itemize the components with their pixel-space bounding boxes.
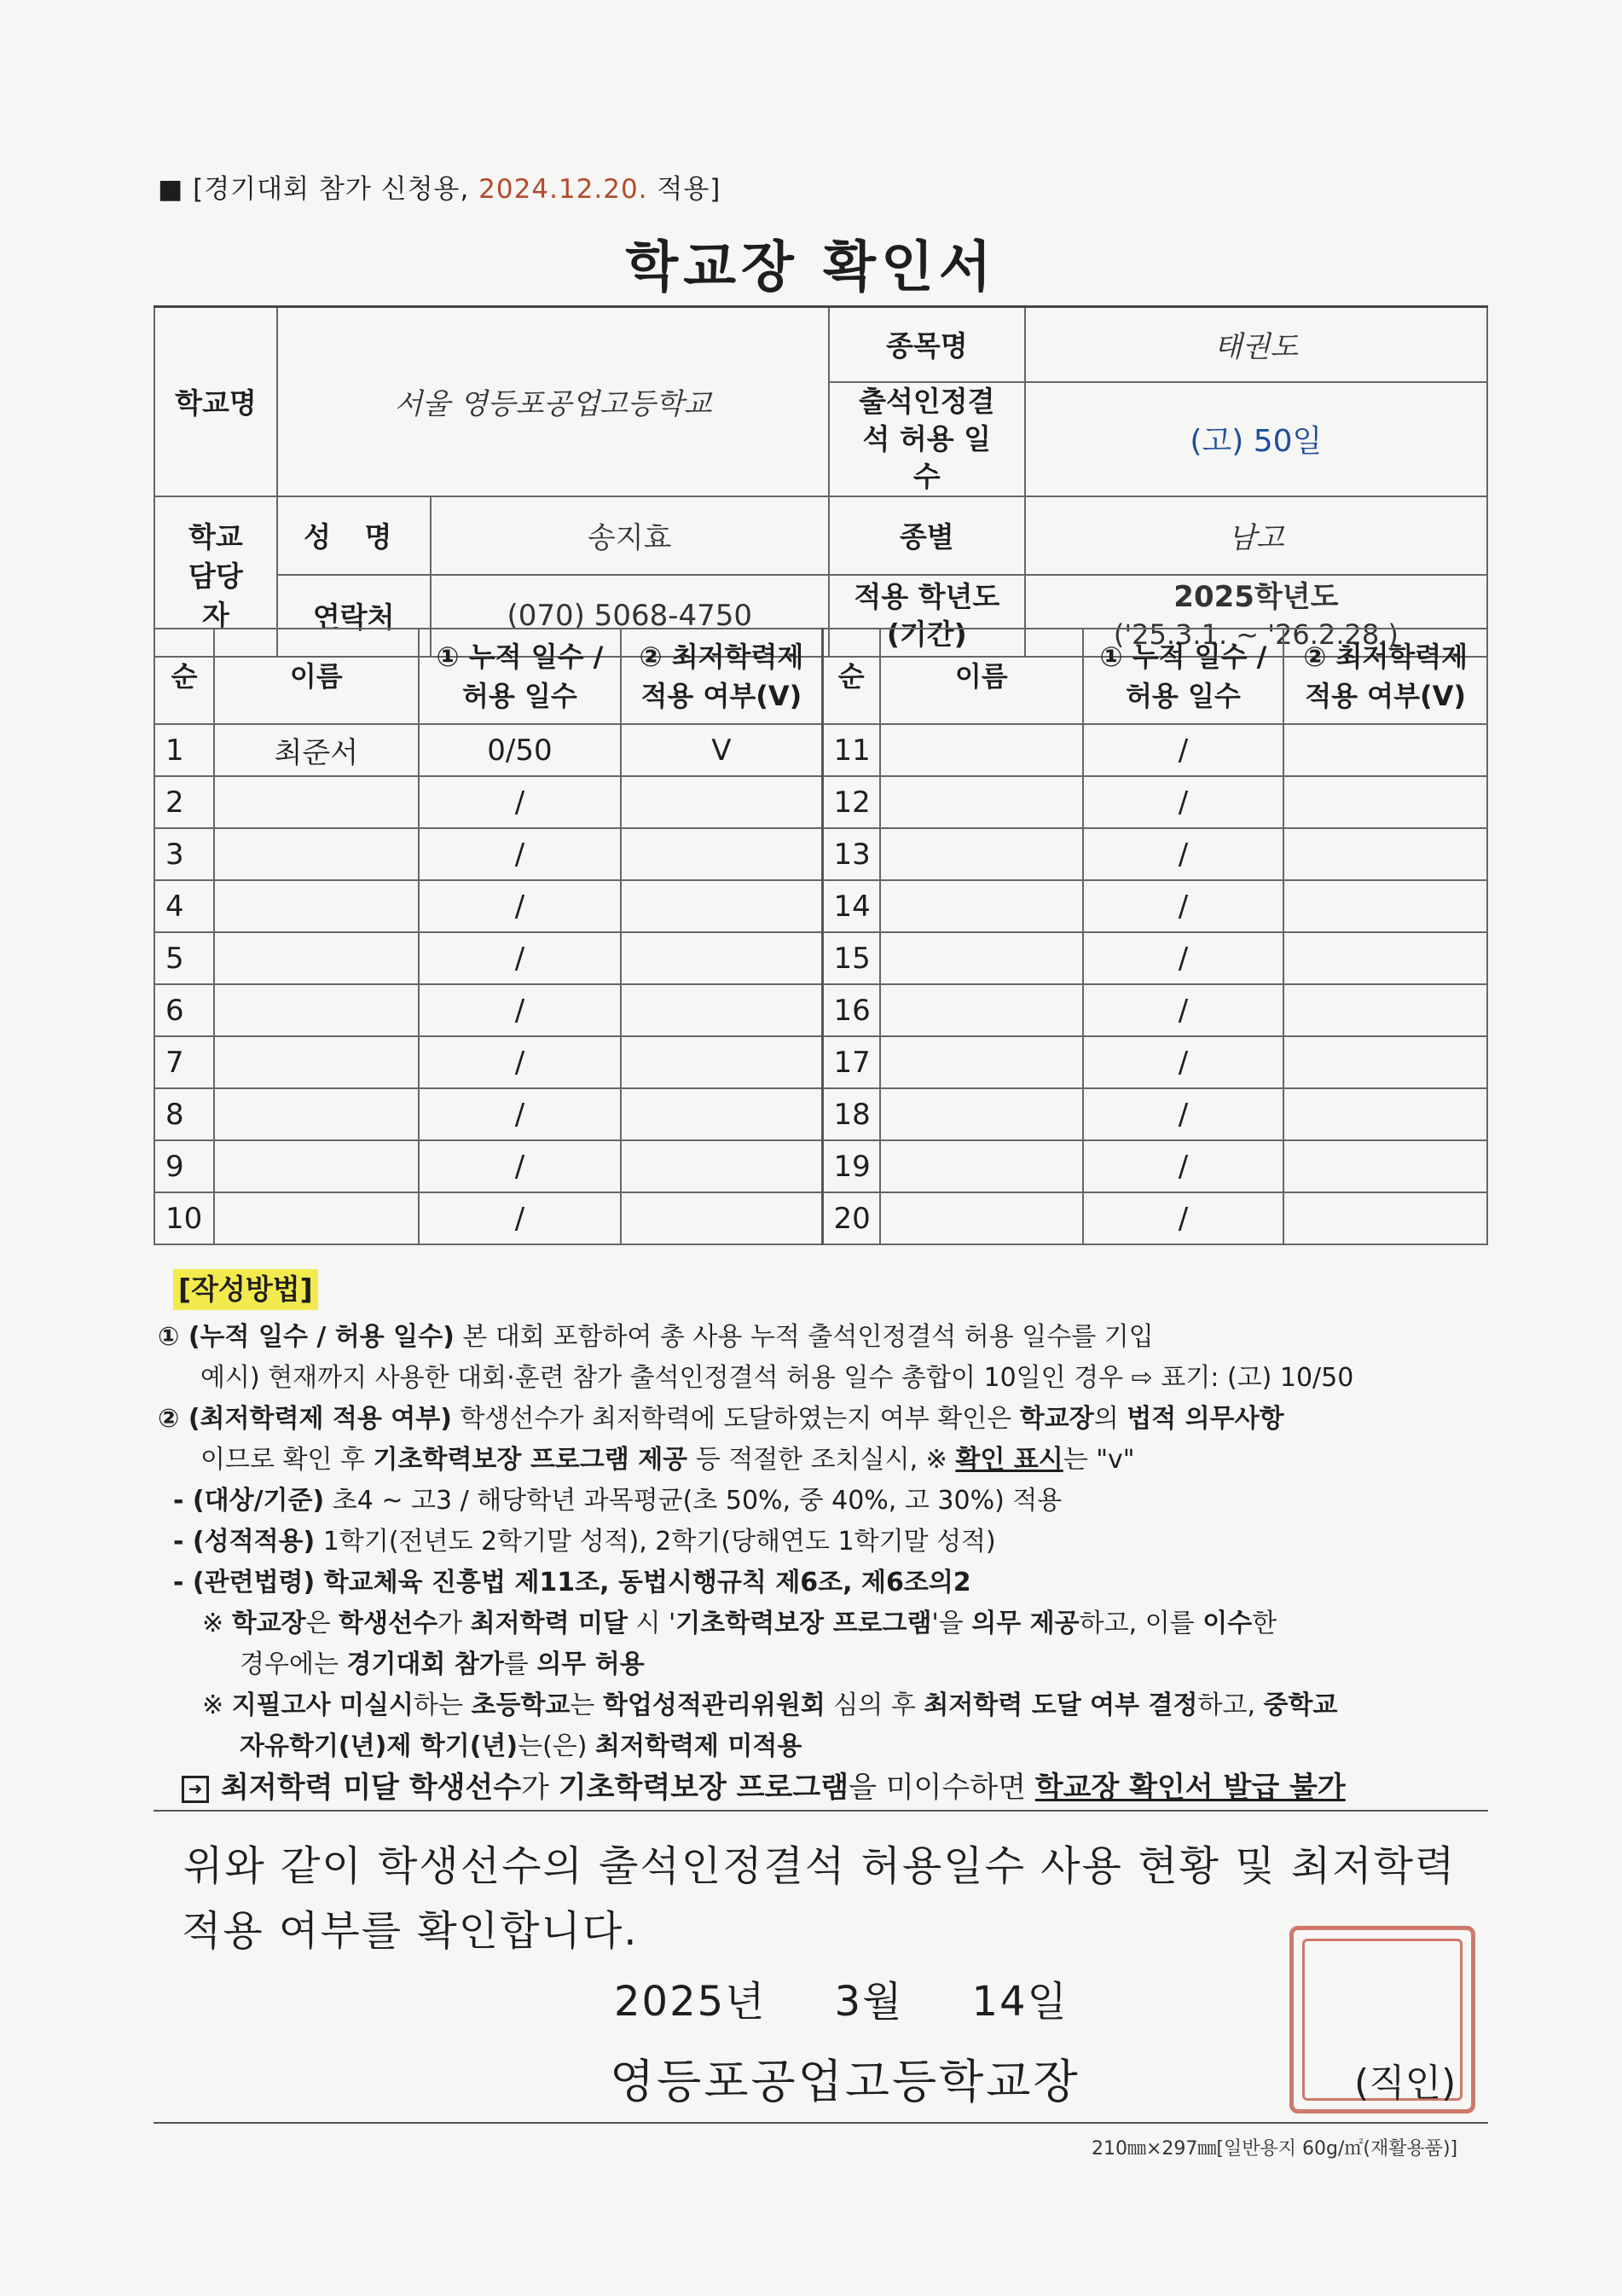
row-no: 6: [154, 984, 214, 1036]
row-days: /: [1083, 1088, 1284, 1140]
divider-bottom: [154, 2122, 1488, 2124]
instructions: [158, 1269, 1488, 1808]
note-2-l2b: 기초학력보장 프로그램 제공: [373, 1445, 688, 1475]
row-days: /: [419, 880, 622, 932]
row-name: [214, 1036, 419, 1088]
row-name: [880, 932, 1083, 984]
row-days: /: [1083, 828, 1284, 880]
row-check: [1283, 880, 1487, 932]
s1g: 시 ': [627, 1609, 676, 1638]
s2j: 중학교: [1263, 1690, 1338, 1720]
allowed-days-label: [829, 382, 1025, 496]
row-no: 5: [154, 932, 214, 984]
roster-header-row: [154, 629, 1487, 724]
row-name: [880, 776, 1083, 828]
row-name: [214, 776, 419, 828]
row-days: /: [419, 1140, 622, 1192]
detail-2-bold: - (성적적용): [173, 1527, 316, 1557]
row-check: [621, 776, 822, 828]
paper-spec: 210㎜×297㎜[일반용지 60g/㎡(재활용품)]: [1092, 2138, 1458, 2160]
s2l2c: 최저학력제 미적용: [595, 1731, 802, 1761]
row-days: /: [419, 1192, 622, 1244]
s1i: '을: [931, 1609, 972, 1638]
row-days: /: [419, 984, 622, 1036]
detail-3: [158, 1563, 1488, 1603]
school-value: 서울 영등포공업고등학교: [277, 307, 829, 496]
roster-table: [154, 628, 1488, 1245]
sign-year: 2025년: [614, 1978, 767, 2026]
note-2-l2a: 이므로 확인 후: [200, 1445, 374, 1475]
col-check-left: ② 최저학력제 적용 여부(V): [621, 629, 822, 724]
s1f: 최저학력 미달: [470, 1609, 628, 1638]
name-label: 성 명: [277, 496, 431, 575]
info-table: [154, 305, 1488, 658]
note-1-text: 본 대회 포함하여 총 사용 누적 출석인정결석 허용 일수를 기입: [454, 1322, 1154, 1352]
s2h: 최저학력 도달 여부 결정: [924, 1690, 1198, 1720]
row-no: 4: [154, 880, 214, 932]
row-days: /: [1083, 1036, 1284, 1088]
row-days: /: [1083, 932, 1284, 984]
row-no: 1: [154, 724, 214, 776]
row-no: 10: [154, 1192, 214, 1244]
table-row: [154, 1088, 1487, 1140]
row-check: [621, 1140, 822, 1192]
col-days-right: ① 누적 일수 / 허용 일수: [1083, 629, 1284, 724]
special-2: [158, 1685, 1488, 1726]
row-days: 0/50: [419, 724, 622, 776]
row-name: [880, 1192, 1083, 1244]
principal-name: 영등포공업고등학교장: [610, 2055, 1080, 2108]
row-days: /: [1083, 724, 1284, 776]
year-value: 2025학년도: [1173, 579, 1339, 614]
row-check: [621, 1088, 822, 1140]
s2l2b: 는(은): [518, 1731, 596, 1761]
row-no: 14: [822, 880, 880, 932]
note-2-b2: 법적 의무사항: [1127, 1404, 1284, 1434]
row-days: /: [419, 1088, 622, 1140]
s1l2d: 의무 허용: [536, 1650, 645, 1679]
row-name: [880, 828, 1083, 880]
row-check: [1283, 1088, 1487, 1140]
row-no: 2: [154, 776, 214, 828]
s2i: 하고,: [1197, 1690, 1264, 1720]
s1k: 하고, 이를: [1079, 1609, 1203, 1638]
table-row: [154, 1036, 1487, 1088]
special-1-line2: [158, 1644, 1488, 1685]
note-1-example: 예시) 현재까지 사용한 대회·훈련 참가 출석인정결석 허용 일수 총합이 10일인 경우 ⇨ 표기: (고) 10/50: [200, 1363, 1354, 1393]
s2e: 는: [570, 1690, 603, 1720]
col-check-right: ② 최저학력제 적용 여부(V): [1283, 629, 1487, 724]
row-no: 17: [822, 1036, 880, 1088]
table-row: [154, 828, 1487, 880]
row-no: 8: [154, 1088, 214, 1140]
row-name: [214, 1140, 419, 1192]
event-value: 태권도: [1025, 307, 1487, 382]
row-check: [1283, 932, 1487, 984]
row-name: [880, 984, 1083, 1036]
name-value: 송지효: [431, 496, 829, 575]
row-check: [621, 828, 822, 880]
school-label: 학교명: [154, 307, 277, 496]
row-check: [621, 1192, 822, 1244]
row-days: /: [419, 1036, 622, 1088]
allowed-days-label-text: 출석인정결석 허용 일수: [859, 384, 995, 493]
row-name: [880, 1088, 1083, 1140]
row-days: /: [1083, 880, 1284, 932]
col-name-left: 이름: [214, 629, 419, 724]
row-check: [621, 1036, 822, 1088]
sign-date: [614, 1968, 1069, 2027]
detail-2-text: 1학기(전년도 2학기말 성적), 2학기(당해연도 1학기말 성적): [315, 1527, 996, 1557]
row-days: /: [1083, 1192, 1284, 1244]
sign-month: 3월: [834, 1978, 904, 2026]
col-no-left: 순: [154, 629, 214, 724]
note-2-bold: ② (최저학력제 적용 여부): [158, 1404, 452, 1434]
detail-1: [158, 1481, 1488, 1522]
s1c: 은: [305, 1609, 339, 1638]
row-check: [621, 984, 822, 1036]
row-name: 최준서: [214, 724, 419, 776]
row-check: [621, 932, 822, 984]
row-no: 9: [154, 1140, 214, 1192]
row-no: 3: [154, 828, 214, 880]
s2b: 지필고사 미실시: [231, 1690, 414, 1720]
note-2-text-a: 학생선수가 최저학력에 도달하였는지 여부 확인은: [451, 1404, 1020, 1434]
s1b: 학교장: [231, 1609, 306, 1638]
note-2-l2d: 확인 표시: [955, 1445, 1063, 1475]
detail-3-text: 학교체육 진흥법 제11조, 동법시행규칙 제6조, 제6조의2: [315, 1568, 971, 1597]
row-name: [214, 1088, 419, 1140]
manager-label-text: 학교 담당자: [188, 519, 243, 632]
special-2-line2: [158, 1726, 1488, 1767]
row-days: /: [419, 776, 622, 828]
arrow-box-icon: ➜: [182, 1776, 209, 1803]
table-row: [154, 880, 1487, 932]
page-title: 학교장 확인서: [625, 236, 997, 299]
s2d: 초등학교: [471, 1690, 571, 1720]
form-header: [158, 167, 721, 206]
note-2-b1: 학교장: [1019, 1404, 1094, 1434]
row-check: [1283, 984, 1487, 1036]
table-row: [154, 724, 1487, 776]
row-name: [214, 984, 419, 1036]
detail-2: [158, 1522, 1488, 1563]
row-check: [1283, 724, 1487, 776]
row-name: [214, 828, 419, 880]
row-name: [880, 1140, 1083, 1192]
row-no: 16: [822, 984, 880, 1036]
special-1: [158, 1603, 1488, 1644]
s1e: 가: [437, 1609, 471, 1638]
row-check: [1283, 828, 1487, 880]
type-label: 종별: [829, 496, 1025, 575]
s2g: 심의 후: [825, 1690, 924, 1720]
final-warning: [158, 1767, 1488, 1808]
row-name: [214, 880, 419, 932]
confirm-line-1: 위와 같이 학생선수의 출석인정결석 허용일수 사용 현황 및 최저학력: [183, 1842, 1457, 1890]
seal-label: (직인): [1354, 2061, 1457, 2105]
row-name: [214, 1192, 419, 1244]
final-d: 을 미이수하면: [849, 1771, 1035, 1805]
final-e: 학교장 확인서 발급 불가: [1034, 1771, 1346, 1805]
row-check: [1283, 776, 1487, 828]
row-no: 12: [822, 776, 880, 828]
s1h: 기초학력보장 프로그램: [675, 1609, 932, 1638]
row-no: 20: [822, 1192, 880, 1244]
row-days: /: [1083, 1140, 1284, 1192]
row-no: 18: [822, 1088, 880, 1140]
table-row: [154, 932, 1487, 984]
allowed-days-value: (고) 50일: [1025, 382, 1487, 496]
col-name-right: 이름: [880, 629, 1083, 724]
row-days: /: [1083, 776, 1284, 828]
row-no: 7: [154, 1036, 214, 1088]
row-name: [880, 880, 1083, 932]
s2a: ※: [202, 1690, 232, 1720]
row-name: [880, 724, 1083, 776]
row-no: 15: [822, 932, 880, 984]
s2l2a: 자유학기(년)제 학기(년): [240, 1731, 518, 1761]
sign-day: 14일: [971, 1978, 1069, 2026]
note-1: [158, 1317, 1488, 1358]
table-row: [154, 984, 1487, 1036]
note-1-bold: ① (누적 일수 / 허용 일수): [158, 1322, 455, 1352]
row-no: 19: [822, 1140, 880, 1192]
table-row: [154, 1192, 1487, 1244]
row-check: [1283, 1140, 1487, 1192]
s1l2b: 경기대회 참가: [346, 1650, 504, 1679]
row-check: [621, 880, 822, 932]
row-days: /: [419, 932, 622, 984]
final-b: 가: [521, 1771, 559, 1805]
year-period: ('25.3.1. ~ '26.2.28.): [1113, 617, 1399, 651]
header-date: 2024.12.20.: [478, 174, 648, 205]
row-days: /: [419, 828, 622, 880]
row-no: 11: [822, 724, 880, 776]
s2f: 학업성적관리위원회: [602, 1690, 825, 1720]
s1l2a: 경우에는: [240, 1650, 347, 1679]
row-check: [1283, 1036, 1487, 1088]
row-check: V: [621, 724, 822, 776]
final-c: 기초학력보장 프로그램: [558, 1771, 849, 1805]
row-name: [214, 932, 419, 984]
col-no-right: 순: [822, 629, 880, 724]
col-days-left: ① 누적 일수 / 허용 일수: [419, 629, 622, 724]
final-a: 최저학력 미달 학생선수: [221, 1771, 522, 1805]
row-days: /: [1083, 984, 1284, 1036]
event-label: 종목명: [829, 307, 1025, 382]
detail-3-bold: - (관련법령): [173, 1568, 316, 1597]
note-2-line2: [158, 1440, 1488, 1481]
s1d: 학생선수: [339, 1609, 438, 1638]
table-row: [154, 1140, 1487, 1192]
s1m: 한: [1252, 1609, 1277, 1638]
header-prefix: ■ [경기대회 참가 신청용,: [158, 174, 479, 205]
row-check: [1283, 1192, 1487, 1244]
table-row: [154, 776, 1487, 828]
note-2-l2c: 등 적절한 조치실시, ※: [687, 1445, 956, 1475]
confirm-line-2: 적용 여부를 확인합니다.: [182, 1907, 639, 1955]
s1l: 이수: [1202, 1609, 1253, 1638]
divider-top: [154, 1810, 1488, 1812]
row-name: [880, 1036, 1083, 1088]
note-2: [158, 1399, 1488, 1440]
note-2-l2e: 는 "v": [1063, 1445, 1135, 1475]
detail-1-text: 초4 ~ 고3 / 해당학년 과목평균(초 50%, 중 40%, 고 30%) 적용: [324, 1486, 1063, 1516]
s1a: ※: [202, 1609, 232, 1638]
s1l2c: 를: [503, 1650, 537, 1679]
row-no: 13: [822, 828, 880, 880]
type-value: 남고: [1025, 496, 1487, 575]
detail-1-bold: - (대상/기준): [173, 1486, 325, 1516]
s1j: 의무 제공: [971, 1609, 1080, 1638]
contact-value: (070) 5068-4750: [431, 575, 829, 657]
contact-label: 연락처: [277, 575, 431, 657]
s2c: 하는: [414, 1690, 472, 1720]
header-suffix: 적용]: [647, 174, 721, 205]
year-label-text: 적용 학년도 (기간): [854, 579, 1000, 651]
note-2-text-b: 의: [1093, 1404, 1127, 1434]
instructions-heading: [작성방법]: [173, 1269, 318, 1310]
